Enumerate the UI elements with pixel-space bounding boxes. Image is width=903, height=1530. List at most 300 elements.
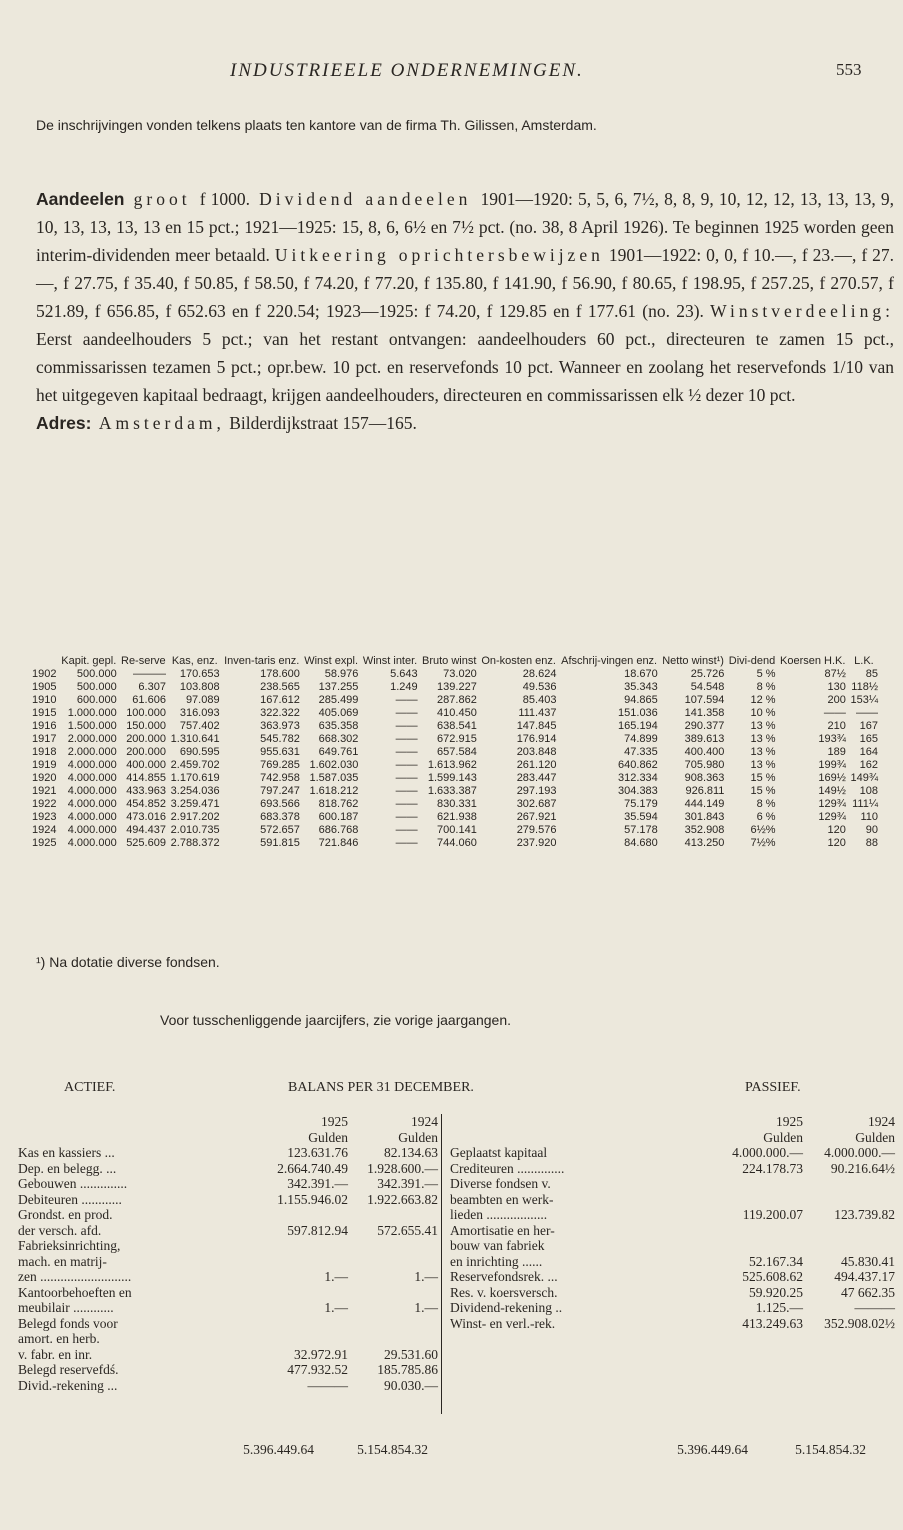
table-cell: 1.633.387 [427, 785, 477, 797]
balance-label: Diverse fondsen v. [450, 1176, 551, 1191]
table-cell: 600.000 [76, 694, 117, 706]
table-cell: 170.653 [179, 668, 220, 680]
table-cell: 90 [865, 824, 878, 836]
table-cell: 1919 [32, 759, 57, 771]
table-cell: 1917 [32, 733, 57, 745]
stats-header-row [30, 655, 880, 668]
table-cell: 107.594 [684, 694, 725, 706]
table-cell: —— [395, 837, 418, 849]
balance-row [18, 1285, 438, 1301]
table-cell: —— [823, 707, 846, 719]
table-cell: 818.762 [318, 798, 359, 810]
table-cell: 137.255 [318, 681, 359, 693]
balance-divider [441, 1114, 442, 1414]
balance-value [711, 1176, 803, 1192]
balance-row [450, 1316, 895, 1332]
balance-value [348, 1254, 438, 1270]
table-cell: 87½ [824, 668, 846, 680]
balance-label: Reservefondsrek. ... [450, 1269, 558, 1284]
table-cell: 297.193 [516, 785, 557, 797]
stats-header-cell: Divi-dend [728, 655, 776, 667]
stats-header-cell: Netto winst¹) [662, 655, 724, 667]
balance-row [18, 1316, 438, 1332]
table-cell: —— [395, 785, 418, 797]
balance-row [18, 1269, 438, 1285]
table-cell: 621.938 [437, 811, 477, 823]
balance-left-year-row [18, 1114, 438, 1130]
table-cell: 2.459.702 [170, 759, 220, 771]
table-row [30, 720, 880, 733]
adres-label: Adres: [36, 413, 92, 433]
winstverdeeling-label: Winstverdeeling: [710, 301, 894, 321]
balance-label: amort. en herb. [18, 1331, 100, 1346]
financial-stats-table [30, 655, 880, 850]
table-cell: 6.307 [138, 681, 166, 693]
unit-label: Gulden [763, 1129, 803, 1145]
table-cell: 139.227 [437, 681, 477, 693]
balance-value: 82.134.63 [384, 1145, 438, 1160]
balance-value: 1.922.663.82 [367, 1191, 438, 1207]
table-cell: 955.631 [260, 746, 300, 758]
table-cell: —— [856, 707, 878, 719]
year-1925: 1925 [321, 1114, 348, 1129]
table-cell: 4.000.000 [67, 759, 117, 771]
stats-header-cell: On-kosten enz. [481, 655, 556, 667]
table-cell: 176.914 [516, 733, 557, 745]
balance-value [258, 1331, 348, 1347]
year-1924: 1924 [411, 1114, 438, 1129]
table-cell: 47.335 [624, 746, 658, 758]
table-cell: 2.000.000 [67, 733, 117, 745]
unit-label: Gulden [398, 1129, 438, 1145]
table-cell: 413.250 [684, 837, 725, 849]
table-cell: 261.120 [516, 759, 557, 771]
table-cell: 312.334 [618, 772, 658, 784]
balance-row [450, 1254, 895, 1270]
table-cell: 2.917.202 [170, 811, 220, 823]
table-cell: 85 [865, 668, 878, 680]
table-row [30, 746, 880, 759]
unit-label: Gulden [855, 1129, 895, 1145]
table-cell: 5 % [756, 668, 776, 680]
balance-value [803, 1223, 895, 1239]
balance-row [18, 1176, 438, 1192]
table-cell: 301.843 [684, 811, 725, 823]
table-row [30, 772, 880, 785]
balance-value: 1.928.600.— [367, 1160, 438, 1176]
table-cell: 316.093 [179, 707, 220, 719]
table-cell: 473.016 [126, 811, 166, 823]
table-cell: 1922 [32, 798, 57, 810]
balance-left-totals [200, 1442, 428, 1458]
table-cell: 4.000.000 [67, 785, 117, 797]
table-cell: 757.402 [179, 720, 220, 732]
balance-value: 123.631.76 [287, 1145, 348, 1160]
table-row [30, 668, 880, 681]
table-cell: 683.378 [260, 811, 300, 823]
table-cell: 141.358 [684, 707, 725, 719]
balance-value [348, 1238, 438, 1254]
table-cell: 290.377 [684, 720, 725, 732]
balance-label: en inrichting ...... [450, 1253, 543, 1269]
table-cell: 97.089 [185, 694, 220, 706]
table-cell: 769.285 [260, 759, 300, 771]
balance-value: 572.655.41 [377, 1222, 438, 1238]
table-cell: 111¼ [852, 798, 878, 810]
balance-value: 1.— [324, 1269, 348, 1284]
table-cell: 13 % [750, 746, 776, 758]
table-cell: 151.036 [618, 707, 658, 719]
balance-label: der versch. afd. [18, 1222, 102, 1238]
table-cell: —— [395, 746, 418, 758]
table-cell: 2.000.000 [67, 746, 117, 758]
balance-row [18, 1378, 438, 1394]
balance-value [348, 1316, 438, 1332]
table-cell: 285.499 [318, 694, 359, 706]
table-cell: 1916 [32, 720, 57, 732]
aandeelen-amount: f 1000. [199, 189, 251, 209]
balance-value [258, 1285, 348, 1301]
balance-value [258, 1238, 348, 1254]
table-cell: 118½ [851, 681, 878, 693]
stats-header-cell: Winst inter. [362, 655, 418, 667]
balance-row [450, 1161, 895, 1177]
balance-value: 597.812.94 [287, 1222, 348, 1238]
table-cell: 1.500.000 [67, 720, 117, 732]
uitkeering-label: Uitkeering oprichtersbewijzen [274, 245, 604, 265]
balance-row [18, 1145, 438, 1161]
page-header-title: INDUSTRIEELE ONDERNEMINGEN. [230, 60, 584, 81]
table-row [30, 694, 880, 707]
table-cell: 693.566 [260, 798, 300, 810]
stats-header-cell: Koersen H.K. [780, 655, 846, 667]
stats-header-cell: Bruto winst [422, 655, 477, 667]
stats-header-cell: Afschrij-vingen enz. [561, 655, 658, 667]
year-1925: 1925 [776, 1114, 803, 1129]
balance-value: 342.391.— [377, 1176, 438, 1191]
table-cell: 304.383 [618, 785, 658, 797]
table-cell: 57.178 [624, 824, 658, 836]
table-cell: 405.069 [318, 707, 359, 719]
balance-label: Belegd fonds voor [18, 1315, 118, 1331]
balance-actief-heading: ACTIEF. [64, 1080, 116, 1095]
table-cell: 147.845 [516, 720, 557, 732]
table-cell: 1.170.619 [170, 772, 220, 784]
table-cell: 1924 [32, 824, 57, 836]
balance-row [450, 1223, 895, 1239]
table-cell: 238.565 [260, 681, 300, 693]
balance-right-year-row [450, 1114, 895, 1130]
table-cell: 49.536 [522, 681, 557, 693]
balance-value: 413.249.63 [742, 1315, 803, 1331]
table-cell: 18.670 [624, 668, 658, 680]
balance-value: 47 662.35 [841, 1284, 895, 1300]
table-cell: 690.595 [179, 746, 220, 758]
balance-value: 494.437.17 [834, 1269, 895, 1284]
table-cell: 200.000 [126, 733, 166, 745]
balance-value: 1.155.946.02 [277, 1191, 348, 1207]
balance-value: 342.391.— [287, 1176, 348, 1191]
table-cell: 54.548 [690, 681, 725, 693]
table-cell: 649.761 [318, 746, 359, 758]
table-cell: 13 % [750, 733, 776, 745]
balance-row [18, 1347, 438, 1363]
table-cell: 15 % [750, 785, 776, 797]
balance-row [450, 1207, 895, 1223]
balance-value [348, 1285, 438, 1301]
balance-value: 90.216.64½ [830, 1160, 895, 1176]
table-cell: —— [395, 772, 418, 784]
uitkeering-text: 1901—1922: 0, 0, f 10.—, f 23.—, f 27.—, f 27.75, f 35.40, f 50.85, f 58.50, f 74.20, f 77.20, f 135.80, f 141.90, f 56.90, f 80.65, f 198.95, f 257.25, f 270.57, f 521.89, f 656.85, f 652.63 en f 220.54; 1923—1925: f 74.20, f 129.85 en f 177.61 (no. 23). [36, 245, 894, 321]
table-cell: 1.599.143 [427, 772, 477, 784]
balance-value [803, 1176, 895, 1192]
table-cell: 2.010.735 [170, 824, 220, 836]
unit-label: Gulden [308, 1129, 348, 1145]
balance-label: Kas en kassiers ... [18, 1145, 115, 1160]
table-cell: 130 [827, 681, 846, 693]
table-cell: 3.254.036 [170, 785, 220, 797]
balance-label: Amortisatie en her- [450, 1222, 555, 1238]
balance-value: 45.830.41 [841, 1253, 895, 1269]
table-cell: 13 % [750, 720, 776, 732]
table-cell: 1.000.000 [67, 707, 117, 719]
table-row [30, 681, 880, 694]
table-cell: 167.612 [260, 694, 300, 706]
table-cell: 149¾ [850, 772, 878, 784]
company-description [36, 185, 894, 437]
table-cell: 129¾ [818, 798, 846, 810]
balance-value: 352.908.02½ [824, 1315, 895, 1331]
balance-row [450, 1285, 895, 1301]
table-cell: 153¼ [850, 694, 878, 706]
table-cell: 6½% [750, 824, 776, 836]
table-cell: 1.613.962 [427, 759, 477, 771]
balance-value [711, 1223, 803, 1239]
table-cell: 926.811 [685, 785, 725, 797]
balance-right-column [450, 1114, 895, 1331]
table-cell: 73.020 [443, 668, 477, 680]
table-cell: 165.194 [618, 720, 658, 732]
adres-city: Amsterdam, [91, 413, 225, 433]
table-cell: 444.149 [684, 798, 725, 810]
table-cell: 1.249 [390, 681, 418, 693]
table-cell: 600.187 [318, 811, 359, 823]
table-row [30, 798, 880, 811]
table-cell: 1.310.641 [170, 733, 220, 745]
balance-label: beambten en werk- [450, 1191, 554, 1207]
balance-value: 123.739.82 [834, 1207, 895, 1222]
balance-label: Divid.-rekening ... [18, 1377, 118, 1393]
table-cell: 454.852 [126, 798, 166, 810]
table-cell: 721.846 [318, 837, 359, 849]
table-cell: 28.624 [522, 668, 557, 680]
table-cell: —— [395, 798, 418, 810]
table-cell: 120 [827, 837, 846, 849]
table-cell: 744.060 [437, 837, 477, 849]
balance-label: Winst- en verl.-rek. [450, 1315, 556, 1331]
total-right-1924: 5.154.854.32 [795, 1442, 866, 1457]
table-cell: 4.000.000 [67, 798, 117, 810]
balance-value [711, 1238, 803, 1254]
table-cell: 400.400 [684, 746, 725, 758]
table-cell: 15 % [750, 772, 776, 784]
table-row [30, 785, 880, 798]
table-cell: 389.613 [684, 733, 725, 745]
table-cell: 110 [860, 811, 878, 823]
table-cell: 165 [859, 733, 878, 745]
balance-row [18, 1192, 438, 1208]
balance-value: 59.920.25 [749, 1284, 803, 1300]
table-cell: 686.768 [318, 824, 359, 836]
table-cell: —— [395, 720, 418, 732]
balance-row [450, 1145, 895, 1161]
balance-value: 29.531.60 [384, 1346, 438, 1362]
table-cell: 8 % [756, 798, 776, 810]
table-cell: 8 % [756, 681, 776, 693]
table-row [30, 837, 880, 850]
table-cell: 4.000.000 [67, 772, 117, 784]
table-cell: 1.587.035 [309, 772, 359, 784]
balance-value: 90.030.— [384, 1377, 438, 1393]
balance-title: BALANS PER 31 DECEMBER. [288, 1080, 474, 1095]
balance-label: Dividend-rekening .. [450, 1300, 563, 1315]
balance-value [348, 1207, 438, 1223]
table-cell: 1.618.212 [309, 785, 359, 797]
table-cell: 1.602.030 [309, 759, 359, 771]
table-cell: 35.594 [624, 811, 658, 823]
balance-row [18, 1362, 438, 1378]
table-cell: 1915 [32, 707, 57, 719]
table-cell: 129¾ [818, 811, 846, 823]
table-cell: 149½ [818, 785, 846, 797]
balance-value: ——— [854, 1300, 895, 1315]
table-cell: 88 [865, 837, 878, 849]
table-cell: 283.447 [516, 772, 557, 784]
table-cell: —— [395, 694, 418, 706]
stats-body [30, 668, 880, 850]
table-cell: 189 [827, 746, 846, 758]
table-cell: 6 % [756, 811, 776, 823]
table-cell: 287.862 [437, 694, 477, 706]
table-cell: 267.921 [516, 811, 557, 823]
dividend-label: Dividend aandeelen [250, 189, 481, 209]
table-cell: 352.908 [684, 824, 725, 836]
balance-label: Fabrieksinrichting, [18, 1238, 121, 1253]
dividend-text: 1901—1920: 5, 5, 6, 7½, 8, 8, 9, 10, 12, 12, 13, 13, 13, 9, 10, 13, 13, 13, 13 en 15 pct.; 1921—1925: 15, 8, 6, 6½ en 7½ pct. (no. 38, 8 April 1926). Te beginnen 1925 worden geen interim-dividenden meer betaald. [36, 189, 895, 265]
table-cell: 742.958 [260, 772, 300, 784]
table-cell: 908.363 [684, 772, 725, 784]
table-cell: 85.403 [522, 694, 557, 706]
balance-value: 4.000.000.— [732, 1145, 803, 1160]
table-cell: 210 [827, 720, 846, 732]
table-cell: 591.815 [260, 837, 300, 849]
footnote: ¹) Na dotatie diverse fondsen. [36, 954, 220, 970]
aandeelen-groot: groot [124, 189, 200, 209]
balance-row [18, 1300, 438, 1316]
table-cell: 545.782 [260, 733, 300, 745]
table-cell: 7½% [750, 837, 776, 849]
balance-right-unit-row [450, 1130, 895, 1146]
balance-row [450, 1238, 895, 1254]
balance-row [18, 1331, 438, 1347]
balance-label: Crediteuren .............. [450, 1160, 565, 1176]
table-cell: 500.000 [76, 681, 117, 693]
page-number: 553 [836, 60, 862, 79]
table-cell: 74.899 [624, 733, 658, 745]
table-cell: 164 [859, 746, 878, 758]
table-cell: 61.606 [132, 694, 166, 706]
balance-label: Gebouwen .............. [18, 1176, 128, 1191]
balance-row [18, 1207, 438, 1223]
total-left-1925: 5.396.449.64 [243, 1442, 314, 1457]
table-cell: 700.141 [437, 824, 477, 836]
table-cell: 414.855 [126, 772, 166, 784]
stats-header-cell: Kas, enz. [171, 655, 218, 667]
balance-value: 1.125.— [755, 1300, 803, 1315]
table-cell: 1918 [32, 746, 57, 758]
balance-row [450, 1269, 895, 1285]
table-cell: —— [395, 824, 418, 836]
aandeelen-label: Aandeelen [36, 189, 125, 209]
balance-value: 185.785.86 [377, 1362, 438, 1377]
table-cell: 35.343 [624, 681, 658, 693]
balance-row [450, 1300, 895, 1316]
table-cell: 84.680 [624, 837, 658, 849]
table-cell: 1923 [32, 811, 57, 823]
table-cell: 103.808 [179, 681, 220, 693]
table-cell: 100.000 [126, 707, 166, 719]
balance-label: mach. en matrij- [18, 1253, 107, 1269]
table-cell: 5.643 [390, 668, 418, 680]
balance-row [18, 1161, 438, 1177]
stats-header-cell [30, 655, 59, 668]
winstverdeeling-text: Eerst aandeelhouders 5 pct.; van het restant ontvangen: aandeelhouders 60 pct., directeuren te zamen 15 pct., commissarissen tezamen 5 pct.; opr.bew. 10 pct. en reservefonds 10 pct. Wanneer en zoolang het reservefonds 1/10 van het uitgegeven kapitaal bedraagt, krijgen aandeelhouders, directeuren en commissarissen elk ½ dezer 10 pct. [36, 329, 894, 405]
intro-text: De inschrijvingen vonden telkens plaats ten kantore van de firma Th. Gilissen, Amsterdam. [36, 117, 597, 133]
stats-header-cell: Winst expl. [304, 655, 359, 667]
balance-value: 4.000.000.— [824, 1145, 895, 1160]
table-cell: 494.437 [126, 824, 166, 836]
table-cell: 1902 [32, 668, 57, 680]
table-cell: —— [395, 707, 418, 719]
table-cell: 1920 [32, 772, 57, 784]
table-cell: 150.000 [126, 720, 166, 732]
balance-value: 2.664.740.49 [277, 1160, 348, 1176]
balance-value: 32.972.91 [294, 1346, 348, 1362]
table-cell: 13 % [750, 759, 776, 771]
table-cell: 167 [859, 720, 878, 732]
table-cell: 1921 [32, 785, 57, 797]
table-cell: ——— [132, 668, 166, 680]
table-cell: 25.726 [690, 668, 725, 680]
table-cell: 237.920 [516, 837, 557, 849]
balance-label: Geplaatst kapitaal [450, 1145, 548, 1160]
balance-label: zen ........................... [18, 1269, 132, 1284]
balance-label: Kantoorbehoeften en [18, 1284, 132, 1300]
table-cell: 797.247 [260, 785, 300, 797]
balance-label: meubilair ............ [18, 1300, 114, 1315]
table-row [30, 824, 880, 837]
table-row [30, 759, 880, 772]
table-cell: 4.000.000 [67, 811, 117, 823]
table-cell: 572.657 [260, 824, 300, 836]
balance-value: 52.167.34 [749, 1253, 803, 1269]
table-cell: 3.259.471 [170, 798, 220, 810]
year-1924: 1924 [868, 1114, 895, 1129]
balance-label: Grondst. en prod. [18, 1207, 113, 1222]
balance-left-unit-row [18, 1130, 438, 1146]
table-cell: 178.600 [260, 668, 300, 680]
total-left-1924: 5.154.854.32 [357, 1442, 428, 1457]
